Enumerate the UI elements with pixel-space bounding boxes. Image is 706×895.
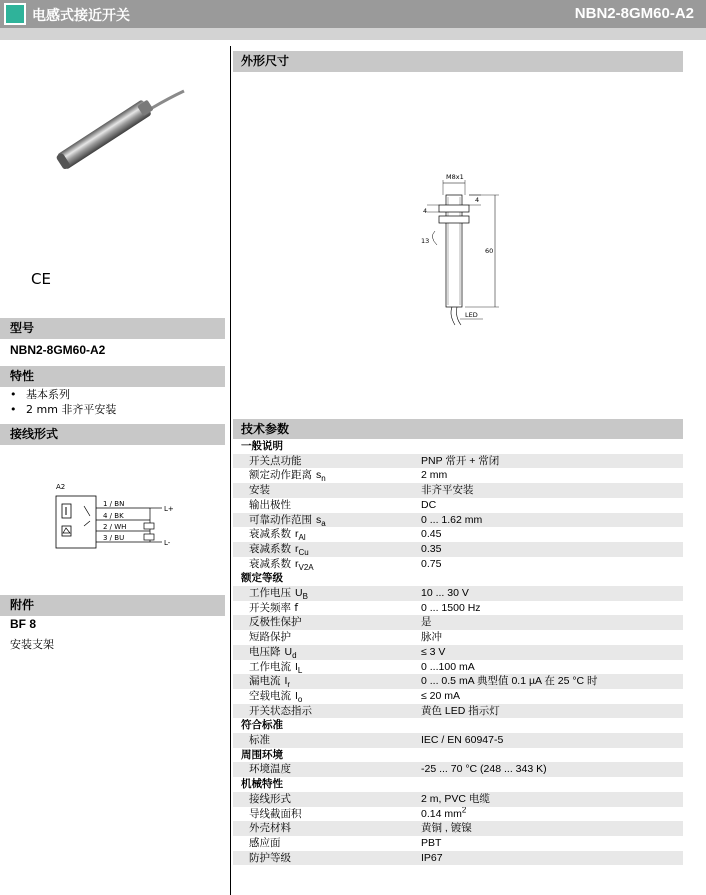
nut-width-left: 4: [423, 207, 428, 215]
wire-label-wh: 2 / WH: [103, 523, 127, 531]
spec-symbol: $I_o$: [295, 689, 303, 704]
spec-row: [233, 527, 683, 542]
spec-category-row: [233, 777, 683, 792]
spec-value: 2 mm: [421, 469, 448, 482]
spec-label: 感应面: [249, 836, 281, 849]
spec-row: [233, 733, 683, 748]
spec-row: [233, 792, 683, 807]
spec-row: [233, 645, 683, 660]
spec-label: 可靠动作范围 $s_a$: [233, 513, 413, 528]
spec-row: [233, 836, 683, 851]
spec-label: 短路保护: [249, 631, 291, 644]
spec-value: 0.35: [413, 542, 683, 557]
spec-category-label: 额定等级: [233, 571, 683, 586]
spec-symbol: $s_n$: [316, 469, 326, 484]
spec-label: 外壳材料: [233, 821, 413, 836]
spec-row: [233, 454, 683, 469]
spec-row: [233, 704, 683, 719]
spec-row: [233, 483, 683, 498]
wiring-heading: 接线形式: [0, 424, 225, 445]
spec-value: IEC / EN 60947-5: [413, 733, 683, 748]
spec-symbol: $U_d$: [284, 645, 297, 660]
spec-label: 额定动作距离 $s_n$: [249, 469, 326, 484]
spec-value: 脉冲: [421, 631, 442, 644]
wire-label-bk: 4 / BK: [103, 512, 124, 520]
spec-label: 开关频率 f: [249, 601, 299, 614]
spec-label: 空载电流 $I_o$: [249, 689, 303, 704]
wire-minus-label: L-: [164, 539, 171, 547]
spec-row: [233, 821, 683, 836]
spec-row: [233, 630, 683, 645]
length-dimension: 60: [485, 247, 494, 255]
spec-value: PNP 常开 + 常闭: [413, 454, 683, 469]
spec-label: 开关点功能: [233, 454, 413, 469]
column-divider: [230, 46, 231, 895]
spec-value: 非齐平安装: [413, 483, 683, 498]
accessory-code: BF 8: [10, 617, 37, 631]
feature-item: • 2 mm 非齐平安装: [10, 402, 116, 417]
spec-symbol: $r_{V2A}$: [295, 557, 314, 572]
spec-category-row: [233, 571, 683, 586]
spec-symbol: $I_r$: [284, 675, 291, 689]
spec-value: PBT: [421, 836, 442, 849]
thread-dimension: M8x1: [446, 173, 464, 181]
brand-logo-square: [4, 3, 26, 25]
features-heading: 特性: [0, 366, 225, 387]
accessory-heading: 附件: [0, 595, 225, 616]
spec-category-label: 一般说明: [233, 439, 683, 454]
spec-value: ≤ 3 V: [413, 645, 683, 660]
spec-label: 防护等级: [233, 851, 413, 866]
wiring-diagram: [50, 480, 190, 555]
spec-category-row: [233, 439, 683, 454]
spec-row: [233, 601, 683, 616]
spec-row: [233, 498, 683, 513]
spec-label: 安装: [233, 483, 413, 498]
spec-row: [233, 542, 683, 557]
spec-value: 0.45: [421, 528, 442, 541]
led-label: LED: [465, 311, 478, 319]
wire-plus-label: L+: [164, 505, 174, 513]
wire-label-bn: 1 / BN: [103, 500, 125, 508]
spec-value: 10 ... 30 V: [413, 586, 683, 601]
spec-label: 标准: [233, 733, 413, 748]
spec-label: 衰减系数 $r_{V2A}$: [249, 557, 314, 572]
spec-value: 黄铜 , 镀镍: [413, 821, 683, 836]
feature-item: • 基本系列: [10, 387, 116, 402]
spec-category-label: 符合标准: [233, 718, 683, 733]
spec-value: -25 ... 70 °C (248 ... 343 K): [413, 762, 683, 777]
header-model-number: NBN2-8GM60-A2: [574, 5, 694, 22]
spec-value: ≤ 20 mA: [421, 689, 461, 702]
wiring-label: A2: [56, 483, 66, 491]
spec-label: 工作电流 $I_L$: [249, 660, 303, 675]
spec-row: [233, 615, 683, 630]
spec-label: 接线形式: [233, 792, 413, 807]
spec-label: 衰减系数 $r_{Al}$: [249, 528, 306, 542]
spec-row: [233, 807, 683, 822]
spec-row: [233, 468, 683, 483]
spec-label: 漏电流 $I_r$: [233, 674, 413, 689]
spec-symbol: $r_{Al}$: [295, 528, 306, 542]
spec-symbol: $U_B$: [295, 587, 308, 601]
accessory-description: 安装支架: [10, 638, 54, 651]
spec-row: [233, 762, 683, 777]
wire-label-bu: 3 / BU: [103, 534, 125, 542]
features-list: [10, 387, 116, 417]
spec-row: [233, 586, 683, 601]
spec-value: 0 ...100 mA: [421, 660, 475, 673]
spec-value: 0.75: [421, 557, 442, 570]
spec-row: [233, 851, 683, 866]
specs-heading: 技术参数: [233, 419, 683, 440]
header-subbar: [0, 28, 706, 40]
model-heading: 型号: [0, 318, 225, 339]
spec-value: IP67: [413, 851, 683, 866]
spec-label: 衰减系数 $r_{Cu}$: [233, 542, 413, 557]
spec-label: 导线截面积: [249, 807, 302, 820]
wrench-size: 13: [421, 237, 430, 245]
spec-category-row: [233, 748, 683, 763]
model-value: NBN2-8GM60-A2: [10, 343, 106, 357]
nut-width-right: 4: [475, 196, 480, 204]
spec-label: 环境温度: [233, 762, 413, 777]
spec-row: [233, 513, 683, 528]
spec-value: 0 ... 1500 Hz: [421, 601, 481, 614]
spec-row: [233, 674, 683, 689]
spec-label: 工作电压 $U_B$: [233, 586, 413, 601]
header-bar: [0, 0, 706, 28]
spec-value: 0.14 $mm^2$: [421, 806, 467, 820]
dimensions-heading: 外形尺寸: [233, 51, 683, 72]
specs-table: [233, 439, 683, 865]
document-title: 电感式接近开关: [32, 8, 130, 24]
spec-value: 黄色 LED 指示灯: [413, 704, 683, 719]
spec-symbol: $s_a$: [316, 513, 326, 528]
spec-value: 0 ... 0.5 mA 典型值 0.1 µA 在 25 °C 时: [413, 674, 683, 689]
spec-value: 0 ... 1.62 mm: [413, 513, 683, 528]
spec-label: 反极性保护: [233, 615, 413, 630]
spec-row: [233, 689, 683, 704]
ce-mark: CE: [31, 270, 51, 288]
spec-value: 是: [413, 615, 683, 630]
spec-category-label: 机械特性: [233, 777, 683, 792]
spec-category-label: 周围环境: [233, 748, 683, 763]
spec-row: [233, 557, 683, 572]
product-image: [44, 86, 189, 186]
dimension-drawing: [405, 165, 515, 330]
spec-row: [233, 660, 683, 675]
spec-symbol: $I_L$: [295, 660, 303, 675]
spec-value: 2 m, PVC 电缆: [413, 792, 683, 807]
spec-symbol: $r_{Cu}$: [295, 542, 309, 557]
spec-category-row: [233, 718, 683, 733]
spec-label: 输出极性: [249, 498, 291, 511]
spec-value: DC: [421, 498, 437, 511]
spec-label: 电压降 $U_d$: [233, 645, 413, 660]
spec-label: 开关状态指示: [233, 704, 413, 719]
